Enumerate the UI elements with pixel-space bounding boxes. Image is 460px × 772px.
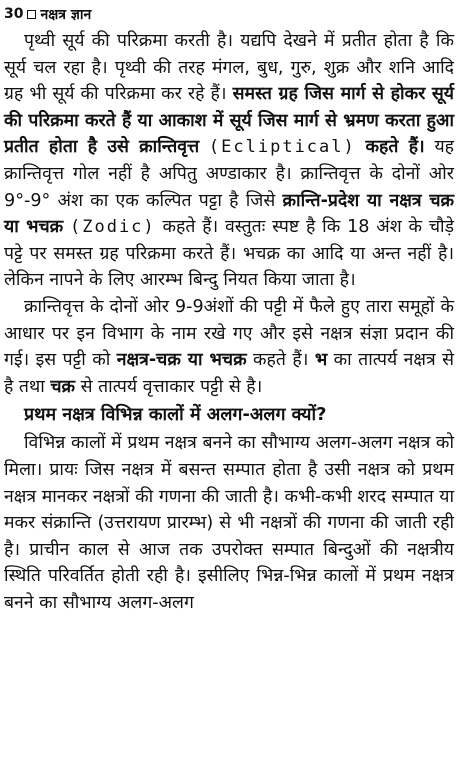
para2-text-3: का तात्पर्य नक्षत्र से है तथा [4, 350, 455, 397]
para1-text-1: पृथ्वी सूर्य की परिक्रमा करती है। यद्यपि देखने में प्रतीत होता है कि सूर्य चल रहा है। पृथ्वी की तरह मंगल, बुध, गुरु, शुक्र और शनि आदि ग्रह भी सूर्य की परिक्रमा कर रहे हैं। [4, 31, 454, 105]
para2-text-1: क्रान्तिवृत्त के दोनों ओर 9-9अंशों की पट्टी में फैले हुए तारा समूहों के आधार पर इन विभाग के नाम रखे गए और इसे नक्षत्र संज्ञा प्रदान की गई। इस पट्टी को [4, 296, 454, 371]
para1-ecliptical: (Ecliptical) [208, 137, 356, 158]
para1-bold-3: क्रान्ति-प्रदेश या नक्षत्र चक्र या भचक्र [4, 190, 455, 238]
para1-zodic: (Zodic) [70, 217, 156, 238]
running-header [4, 4, 454, 24]
section-heading: प्रथम नक्षत्र विभिन्न कालों में अलग-अलग क्यों? [24, 404, 327, 426]
para1-text-3: कहते हैं। वस्तुतः स्पष्ट है कि 18 अंश के चौड़े पट्टे पर समस्त ग्रह परिक्रमा करते हैं। भचक्र का आदि या अन्त नहीं है। लेकिन नापने के लिए आरम्भ बिन्दु नियत किया जाता है। [4, 217, 454, 291]
para1-text-2: यह क्रान्तिवृत्त गोल नहीं है अपितु अण्डाकार है। क्रान्तिवृत्त के दोनों ओर 9°-9° अंश का एक कल्पित पट्टा है जिसे [4, 137, 455, 211]
para2-bold-1: नक्षत्र-चक्र या भचक्र [116, 350, 247, 371]
para2-bold-3: चक्र [50, 376, 76, 397]
page-number: 30 [4, 6, 24, 22]
paragraph-1 [4, 28, 454, 294]
para2-text-4: से तात्पर्य वृत्ताकार पट्टी से है। [80, 376, 263, 397]
para1-bold-2: कहते हैं। [365, 137, 425, 158]
paragraph-3: विभिन्न कालों में प्रथम नक्षत्र बनने का सौभाग्य अलग-अलग नक्षत्र को मिला। प्रायः जिस नक्षत्र में बसन्त सम्पात होता है उसी नक्षत्र को प्रथम नक्षत्र मानकर नक्षत्रों की गणना की जाती है। कभी-कभी शरद सम्पात या मकर संक्रान्ति (उत्तरायण प्रारम्भ) से भी नक्षत्रों की गणना की जाती रही है। प्राचीन काल से आज तक उपरोक्त सम्पात बिन्दुओं की नक्षत्रीय स्थिति परिवर्तित होती रही है। इसीलिए भिन्न-भिन्न कालों में प्रथम नक्षत्र बनने का सौभाग्य अलग-अलग [4, 433, 454, 613]
book-title: नक्षत्र ज्ञान [40, 6, 92, 23]
para2-bold-2: भ [314, 350, 328, 371]
para1-bold-1: समस्त ग्रह जिस मार्ग से होकर सूर्य की परिक्रमा करते हैं या आकाश में सूर्य जिस मार्ग से भ्रमण करता हुआ प्रतीत होता है उसे क्रान्तिवृत्त [4, 84, 455, 158]
para2-text-2: कहते हैं। [253, 350, 309, 371]
square-box-icon [27, 10, 36, 19]
paragraph-2 [4, 294, 454, 400]
